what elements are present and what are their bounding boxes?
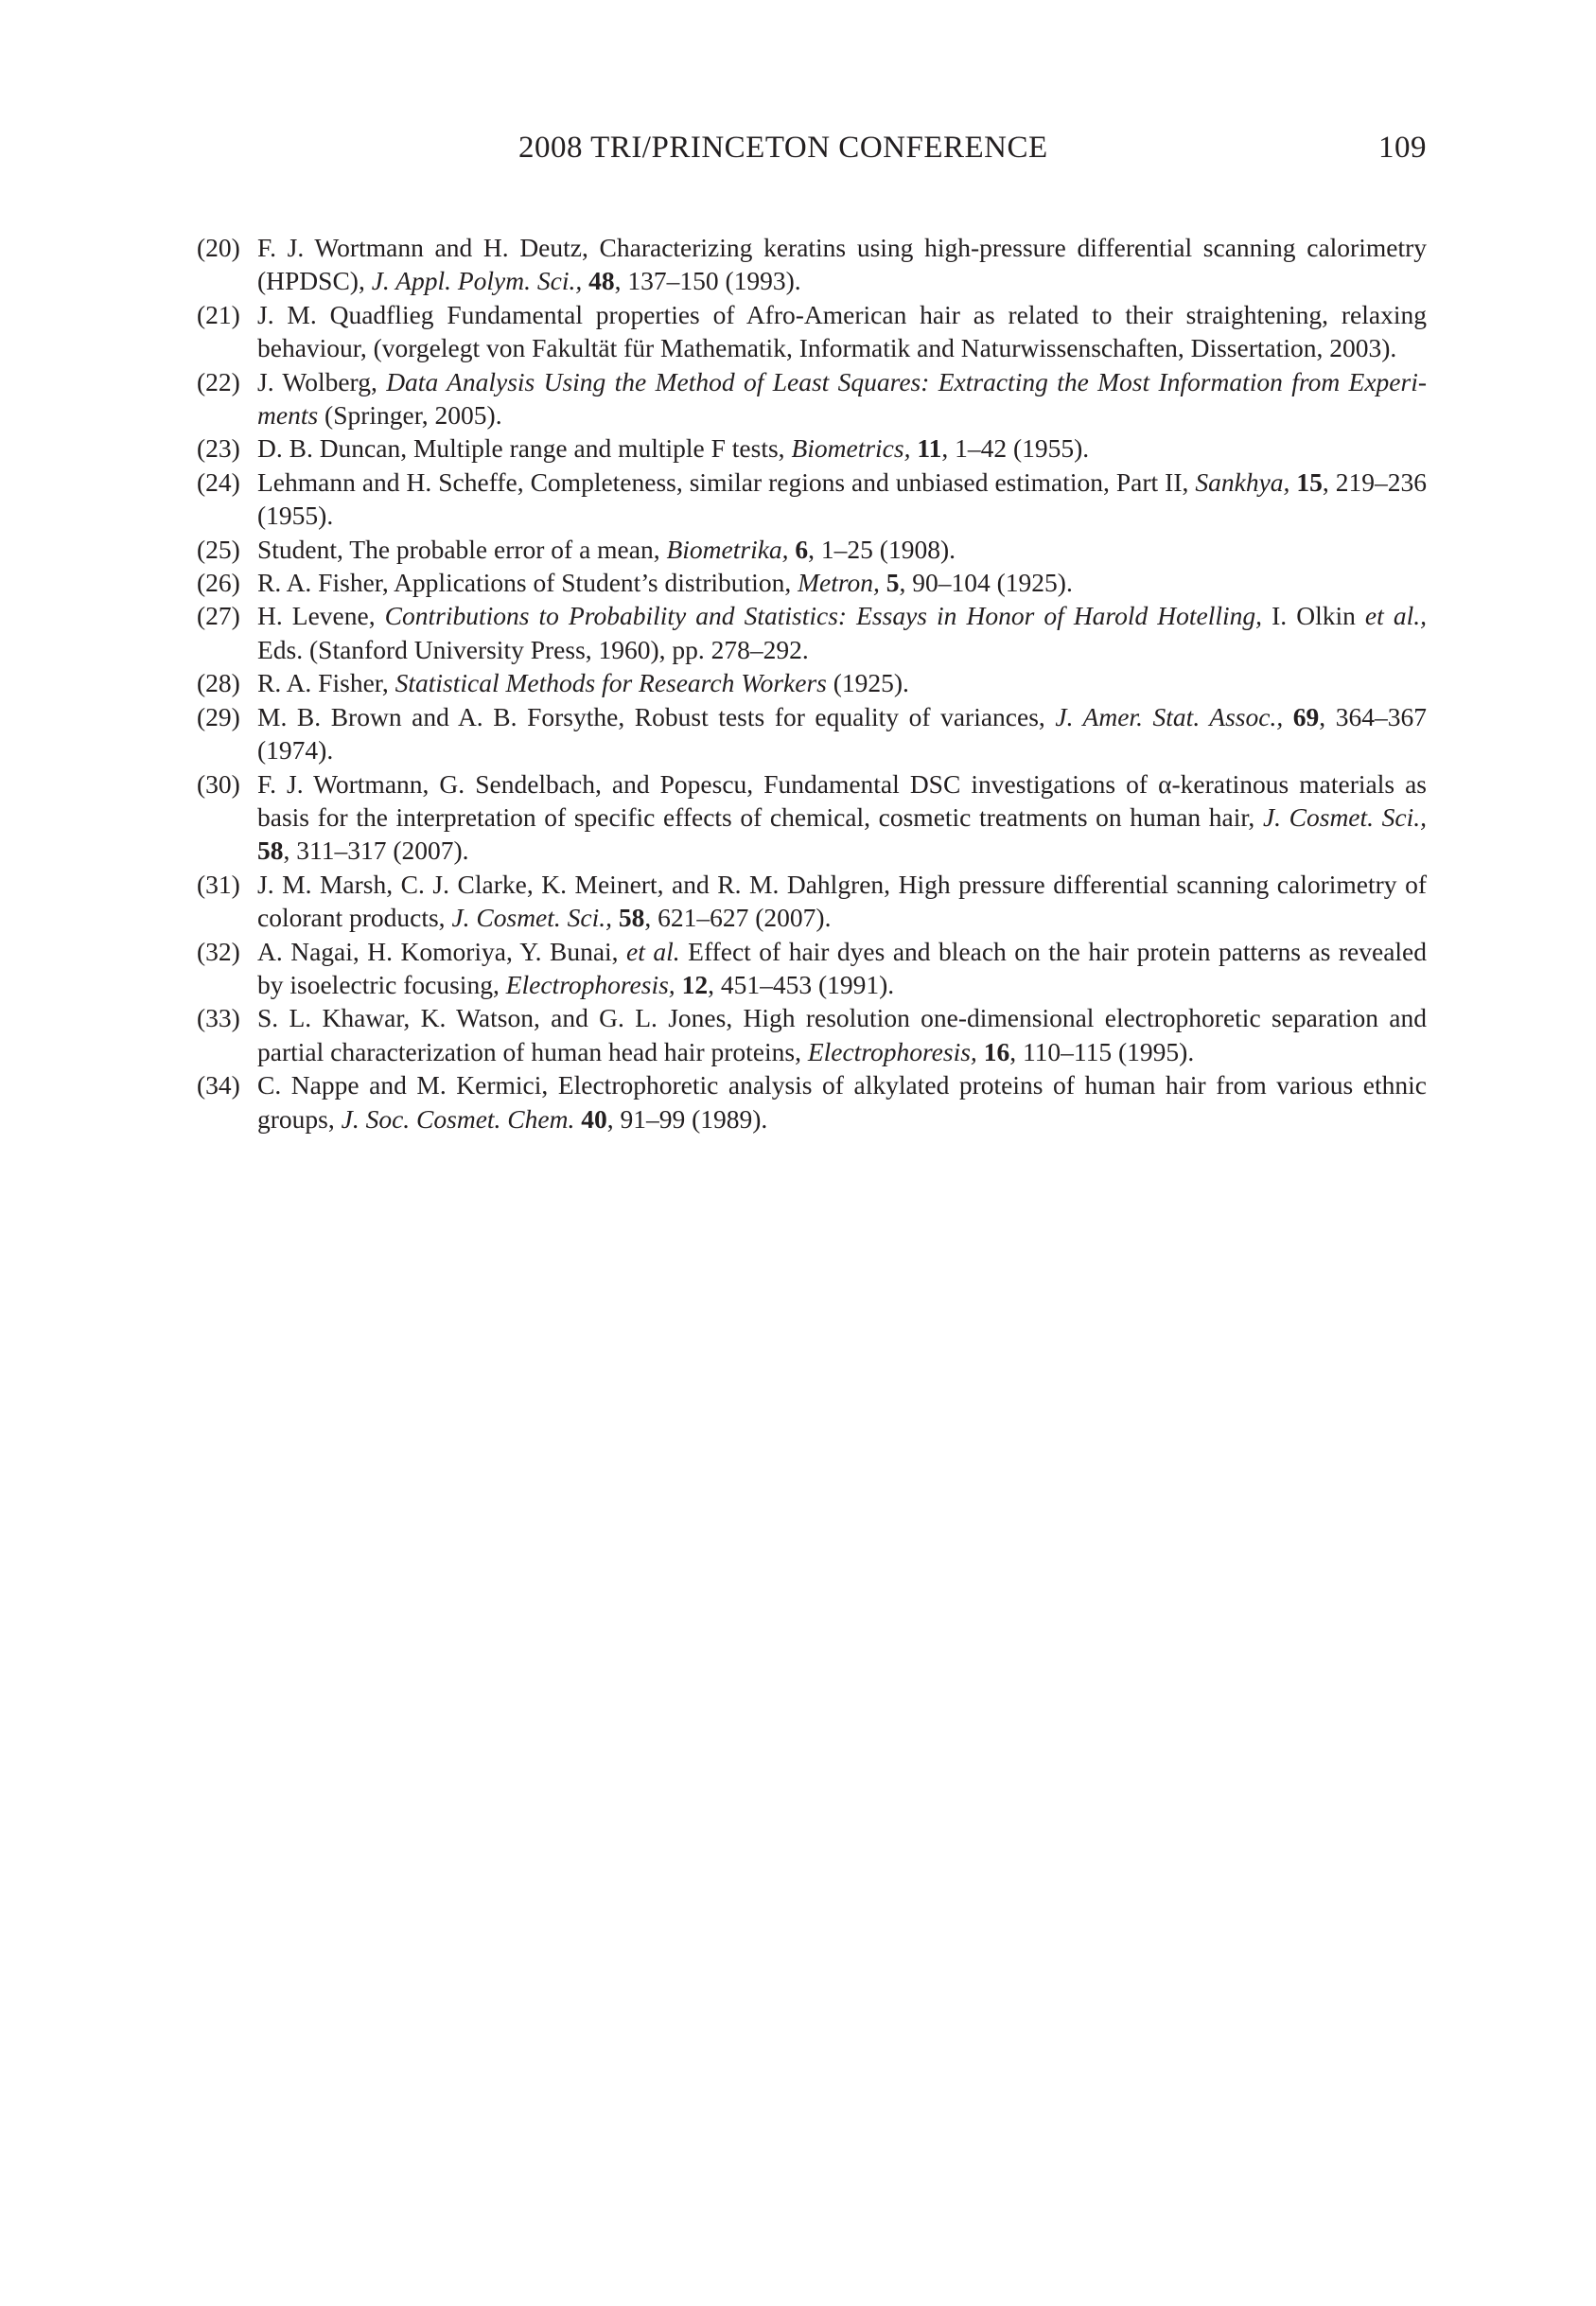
reference-item: [197, 599, 1427, 666]
reference-text: [257, 868, 1427, 935]
reference-item: [197, 365, 1427, 432]
reference-item: [197, 1068, 1427, 1135]
reference-italic-segment: Sankhya,: [1195, 466, 1290, 497]
reference-segment: C. Nappe and M. Kermici, Electrophoretic analysis of alkylated proteins of human hair from various ethnic groups,: [257, 1070, 1427, 1134]
reference-segment: R. A. Fisher, Applications of Student’s distribution,: [257, 568, 798, 598]
running-header: [197, 131, 1427, 168]
reference-text: [257, 431, 1427, 465]
reference-segment: Student, The probable error of a mean,: [257, 534, 667, 564]
reference-segment: , 1–25 (1908).: [808, 534, 956, 564]
reference-volume: 11: [917, 433, 942, 464]
reference-italic-segment: Data Analysis Using the Method of Least Squares: Extracting the Most Information from Experiments: [257, 366, 1428, 431]
reference-text: [257, 365, 1427, 432]
reference-segment: S. L. Khawar, K. Watson, and G. L. Jones, High resolution one-dimensional electrophoretic separation and partial characterization of human head hair proteins,: [257, 1003, 1427, 1066]
reference-segment: Lehmann and H. Scheffe, Completeness, similar regions and unbiased estimation, Part II,: [257, 466, 1196, 497]
reference-italic-segment: J. Amer. Stat. Assoc.,: [1055, 701, 1284, 731]
page-number: 109: [1378, 131, 1427, 165]
reference-italic-segment: Statistical Methods for Research Workers: [395, 668, 827, 698]
reference-segment: Eds. (Stanford University Press, 1960), pp. 278–292.: [257, 634, 809, 664]
running-title: 2008 TRI/PRINCETON CONFERENCE: [518, 131, 1048, 165]
reference-volume: 48: [588, 266, 615, 296]
reference-segment: [1283, 702, 1293, 731]
reference-list: [197, 231, 1427, 1135]
reference-text: [257, 533, 1427, 566]
reference-volume: 12: [681, 969, 709, 999]
reference-number: (24): [197, 466, 240, 497]
reference-segment: (1925).: [826, 668, 909, 698]
reference-italic-segment: J. Cosmet. Sci.,: [451, 903, 612, 933]
reference-italic-segment: Biometrics,: [791, 433, 911, 464]
reference-volume: 58: [257, 836, 284, 866]
reference-text: [257, 599, 1427, 666]
reference-segment: J. M. Quadflieg Fundamental properties of Afro-American hair as related to their straightening, relaxing behaviour, (vorgelegt von Fakultät für Mathematik, Informatik and Naturwissenschaften, Dissertation, 2003).: [257, 299, 1427, 363]
reference-item: [197, 466, 1427, 533]
reference-text: [257, 1068, 1427, 1135]
reference-segment: D. B. Duncan, Multiple range and multiple F tests,: [257, 433, 792, 464]
reference-italic-segment: Metron,: [798, 568, 880, 598]
reference-volume: 15: [1296, 466, 1323, 497]
reference-segment: , 137–150 (1993).: [614, 266, 801, 296]
reference-text: [257, 466, 1427, 533]
reference-volume: 40: [581, 1103, 607, 1134]
reference-segment: F. J. Wortmann and H. Deutz, Characterizing keratins using high-pressure differential scanning calorimetry (HPDSC),: [257, 233, 1427, 296]
reference-text: [257, 1001, 1427, 1068]
reference-segment: R. A. Fisher,: [257, 668, 395, 698]
reference-item: [197, 298, 1427, 365]
reference-italic-segment: Electrophoresis,: [807, 1036, 977, 1066]
reference-text: [257, 666, 1427, 699]
reference-number: (34): [197, 1070, 240, 1100]
reference-segment: H. Levene,: [257, 601, 385, 631]
reference-item: [197, 431, 1427, 465]
reference-segment: , 1–42 (1955).: [941, 433, 1090, 464]
reference-segment: [880, 568, 886, 597]
reference-segment: J. M. Marsh, C. J. Clarke, K. Meinert, and R. M. Dahlgren, High pressure differential scanning calorimetry of colorant products,: [257, 869, 1427, 933]
reference-segment: [675, 970, 682, 999]
reference-number: (30): [197, 768, 240, 799]
reference-segment: [977, 1037, 984, 1066]
reference-number: (22): [197, 366, 240, 396]
reference-item: [197, 700, 1427, 767]
reference-number: (31): [197, 869, 240, 899]
reference-segment: , 90–104 (1925).: [899, 568, 1073, 598]
reference-number: (27): [197, 601, 240, 631]
reference-item: [197, 666, 1427, 699]
reference-volume: 69: [1292, 701, 1320, 731]
reference-number: (33): [197, 1003, 240, 1033]
reference-text: [257, 935, 1427, 1002]
reference-italic-segment: et al.: [626, 936, 680, 966]
reference-segment: , 110–115 (1995).: [1009, 1036, 1195, 1066]
reference-volume: 16: [983, 1036, 1010, 1066]
reference-segment: , 364–367 (1974).: [257, 701, 1428, 766]
reference-item: [197, 231, 1427, 298]
reference-number: (26): [197, 568, 240, 598]
reference-segment: F. J. Wortmann, G. Sendelbach, and Popescu, Fundamental DSC investigations of α-keratinous materials as basis for the interpretation of specific effects of chemical, cosmetic treatments on human hair,: [257, 768, 1427, 832]
reference-italic-segment: J. Appl. Polym. Sci.,: [371, 266, 583, 296]
reference-number: (25): [197, 534, 240, 564]
reference-segment: A. Nagai, H. Komoriya, Y. Bunai,: [257, 936, 627, 966]
reference-number: (23): [197, 433, 240, 464]
reference-item: [197, 868, 1427, 935]
reference-segment: , 451–453 (1991).: [708, 969, 895, 999]
reference-text: [257, 231, 1427, 298]
reference-text: [257, 298, 1427, 365]
reference-number: (32): [197, 936, 240, 966]
reference-volume: 5: [886, 568, 900, 598]
reference-volume: 58: [618, 903, 645, 933]
reference-segment: (Springer, 2005).: [318, 400, 502, 431]
reference-item: [197, 566, 1427, 599]
reference-italic-segment: J. Cosmet. Sci.,: [1262, 801, 1427, 832]
reference-item: [197, 767, 1427, 868]
reference-item: [197, 935, 1427, 1002]
reference-item: [197, 1001, 1427, 1068]
reference-italic-segment: Contributions to Probability and Statistics: Essays in Honor of Harold Hotelling,: [384, 601, 1263, 631]
reference-segment: J. Wolberg,: [257, 366, 387, 396]
reference-number: (20): [197, 233, 240, 262]
reference-italic-segment: et al.,: [1364, 601, 1427, 631]
reference-item: [197, 533, 1427, 566]
reference-number: (21): [197, 299, 240, 329]
reference-number: (28): [197, 668, 240, 698]
reference-italic-segment: Biometrika,: [666, 534, 789, 564]
reference-segment: [612, 903, 619, 932]
reference-segment: Effect of hair dyes and bleach on the hair protein patterns as revealed by isoelectric focusing,: [257, 936, 1428, 999]
reference-segment: , 219–236 (1955).: [257, 466, 1428, 531]
reference-text: [257, 566, 1427, 599]
reference-segment: I. Olkin: [1262, 601, 1365, 631]
reference-number: (29): [197, 701, 240, 731]
reference-segment: , 621–627 (2007).: [644, 903, 832, 933]
reference-segment: , 91–99 (1989).: [606, 1103, 768, 1134]
reference-segment: M. B. Brown and A. B. Forsythe, Robust tests for equality of variances,: [257, 701, 1056, 731]
reference-italic-segment: Electrophoresis,: [505, 969, 675, 999]
reference-text: [257, 700, 1427, 767]
reference-italic-segment: J. Soc. Cosmet. Chem.: [341, 1103, 575, 1134]
reference-segment: , 311–317 (2007).: [283, 836, 469, 866]
reference-volume: 6: [795, 534, 809, 564]
reference-text: [257, 767, 1427, 868]
